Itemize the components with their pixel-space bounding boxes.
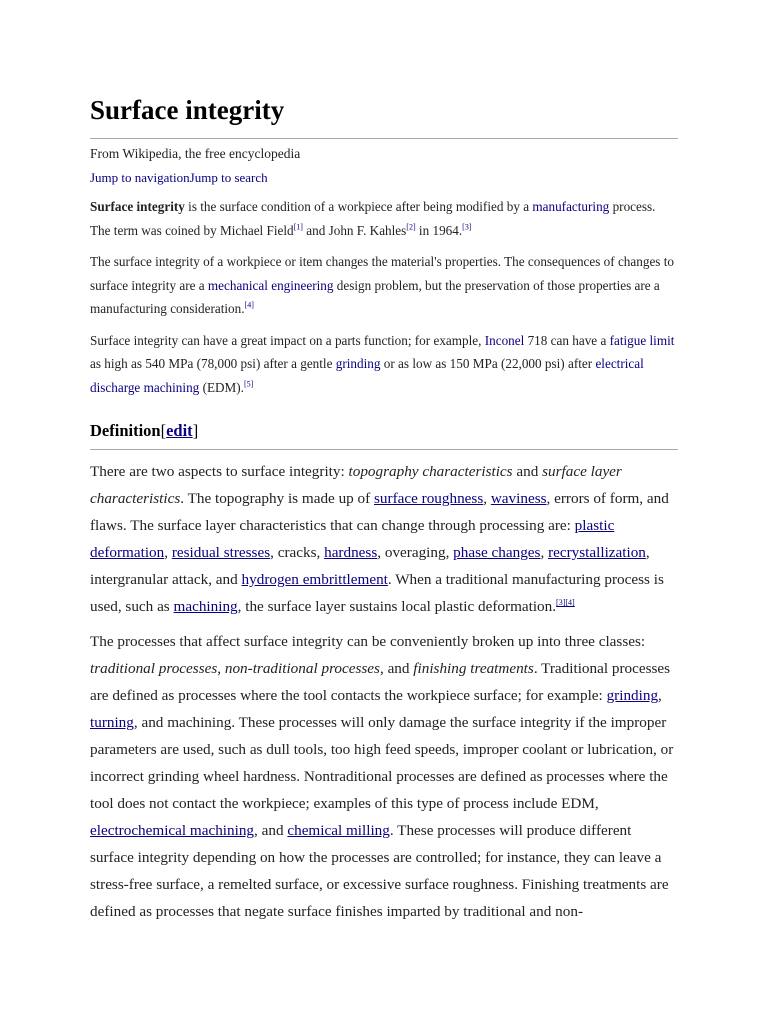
text: and [512,463,543,480]
text: process. The term was coined by Michael Field [90,199,656,238]
text: is the surface condition of a workpiece after being modified by a [184,199,533,214]
plastic-deformation-link[interactable]: plastic deformation [90,517,615,561]
edm-link[interactable]: electrical discharge machining [90,356,644,395]
text: There are two aspects to surface integrity: [90,463,349,480]
text: non-traditional processes [224,660,380,677]
reference-3[interactable]: [3] [462,222,472,232]
jump-to-search-link[interactable]: Jump to search [189,170,268,185]
text: in 1964. [415,222,463,238]
reference-2[interactable]: [2] [406,222,416,232]
reference-1[interactable]: [1] [293,222,303,232]
inconel-link[interactable]: Inconel [484,332,525,348]
text: , [217,660,225,677]
text: , [164,544,172,561]
text: The processes that affect surface integrity can be conveniently broken up into three classes: [90,633,646,650]
reference-3-4[interactable]: [3][4] [556,597,575,607]
bracket: ] [192,421,199,440]
text: . Traditional processes are defined as processes where the tool contacts the workpiece surface; for example: [90,660,671,704]
hardness-link[interactable]: hardness [324,544,378,561]
text: . When a traditional manufacturing process is used, such as [90,571,664,615]
hydrogen-embrittlement-link[interactable]: hydrogen embrittlement [241,571,388,588]
text: topography characteristics [348,463,513,480]
text: , intergranular attack, and [90,544,650,588]
site-tagline: From Wikipedia, the free encyclopedia [90,146,301,161]
lead-term: Surface integrity [90,199,185,214]
definition-paragraph-1 [90,458,678,620]
machining-link[interactable]: machining [173,598,238,615]
text: , and [379,660,414,677]
lead-paragraph-3 [90,329,678,400]
phase-changes-link[interactable]: phase changes [453,544,541,561]
bracket: [ [160,421,167,440]
text: design problem, but the preservation of those properties are a manufacturing consideration. [90,277,660,316]
lead-paragraph-1 [90,195,678,242]
lead-paragraph-2 [90,250,678,321]
jump-links [90,169,678,187]
grinding-link[interactable]: grinding [335,356,381,371]
surface-roughness-link[interactable]: surface roughness [374,490,484,507]
text: or as low as 150 MPa (22,000 psi) after [380,356,596,371]
text: , and [254,822,288,839]
text: . These processes will produce different surface integrity depending on how the processes are controlled; for instance, they can leave a stress-free surface, a remelted surface, or excessive surface roughness. Finishing treatments are defined as processes that negate surface finishes imparted by traditional and non- [90,822,669,920]
text: finishing treatments [413,660,534,677]
edit-section-link[interactable]: edit [166,421,193,440]
mechanical-engineering-link[interactable]: mechanical engineering [207,277,334,293]
text: The surface integrity of a workpiece or item changes the material's properties. The consequences of changes to surface integrity are a [90,254,674,293]
definition-paragraph-2 [90,628,678,925]
text: , cracks, [270,544,325,561]
page-title: Surface integrity [90,0,678,139]
text: , and machining. These processes will only damage the surface integrity if the improper parameters are used, such as dull tools, too high feed speeds, improper coolant or lubrication, or incorrect grinding wheel hardness. Nontraditional processes are defined as processes where the tool does not contact the workpiece; examples of this type of process include EDM, [90,714,674,812]
text: , overaging, [377,544,454,561]
text: , [658,687,662,704]
text: as high as 540 MPa (78,000 psi) after a gentle [90,356,336,371]
text: . The topography is made up of [180,490,375,507]
text: 718 can have a [524,332,610,348]
residual-stresses-link[interactable]: residual stresses [171,544,271,561]
text: , the surface layer sustains local plastic deformation. [237,598,557,615]
turning-link[interactable]: turning [90,714,134,731]
grinding-link-2[interactable]: grinding [606,687,659,704]
definition-section [90,458,678,925]
chemical-milling-link[interactable]: chemical milling [287,822,390,839]
lead-section [90,195,678,399]
recrystallization-link[interactable]: recrystallization [548,544,646,561]
reference-4[interactable]: [4] [244,300,254,310]
text: , [540,544,549,561]
electrochemical-machining-link[interactable]: electrochemical machining [90,822,255,839]
waviness-link[interactable]: waviness [490,490,547,507]
text: surface layer characteristics [90,463,622,507]
text: , errors of form, and flaws. The surface layer characteristics that can change through processing are: [90,490,669,534]
reference-5[interactable]: [5] [243,379,254,389]
text: traditional processes [90,660,218,677]
text: and John F. Kahles [302,222,407,238]
text: Surface integrity can have a great impact on a parts function; for example, [90,332,485,348]
section-title: Definition [90,421,161,440]
fatigue-limit-link[interactable]: fatigue limit [609,332,675,348]
section-heading-definition [90,419,678,450]
manufacturing-link[interactable]: manufacturing [532,199,610,214]
text: (EDM). [199,379,244,395]
jump-to-navigation-link[interactable]: Jump to navigation [90,170,190,185]
text: , [483,490,491,507]
